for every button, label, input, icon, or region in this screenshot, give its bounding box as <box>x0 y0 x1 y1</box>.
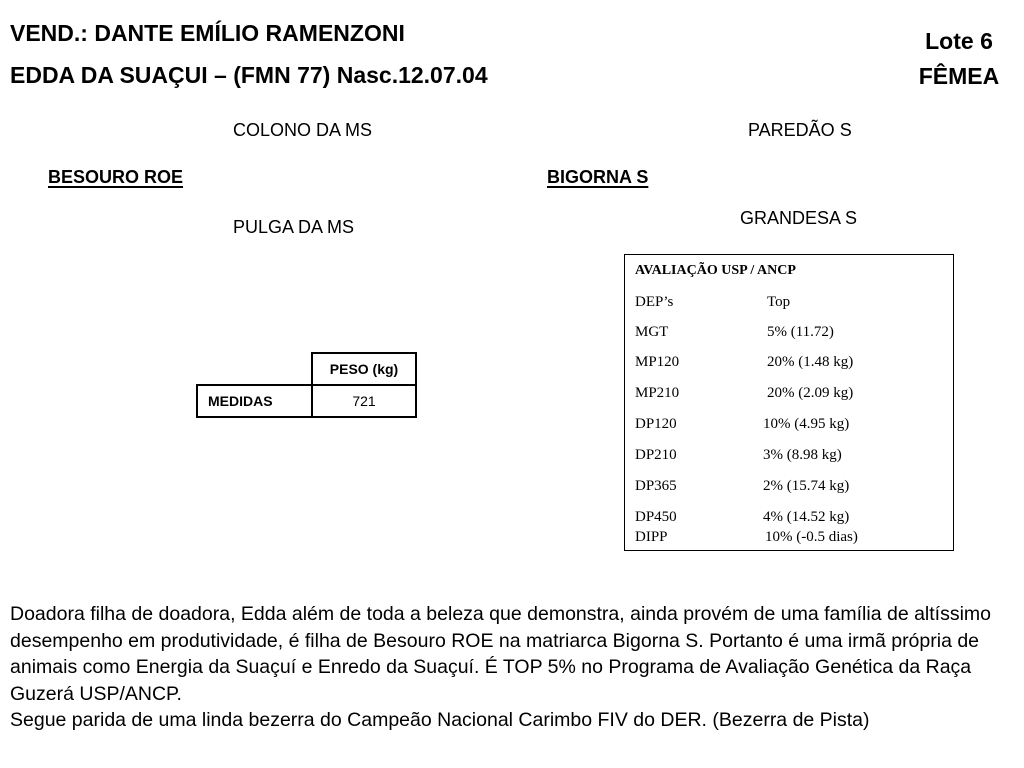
evaluation-title: AVALIAÇÃO USP / ANCP <box>635 263 796 278</box>
evaluation-label: DIPP <box>635 529 668 545</box>
evaluation-row <box>635 294 791 311</box>
evaluation-label: DEP’s <box>635 294 674 310</box>
evaluation-row <box>635 529 858 546</box>
animal-title: EDDA DA SUAÇUI – (FMN 77) Nasc.12.07.04 <box>10 62 488 88</box>
weight-value: 721 <box>312 385 416 417</box>
evaluation-row <box>635 416 850 433</box>
evaluation-value: 20% (2.09 kg) <box>767 385 854 401</box>
seller-line: VEND.: DANTE EMÍLIO RAMENZONI <box>10 20 405 46</box>
description-paragraph: Segue parida de uma linda bezerra do Campeão Nacional Carimbo FIV do DER. (Bezerra de Pista) <box>10 709 870 732</box>
description <box>10 601 1020 734</box>
evaluation-value: 20% (1.48 kg) <box>767 354 854 370</box>
evaluation-label: DP365 <box>635 478 677 494</box>
evaluation-value: 2% (15.74 kg) <box>763 478 850 494</box>
weight-row-label: MEDIDAS <box>197 385 312 417</box>
evaluation-row <box>635 385 854 402</box>
dam-name: BIGORNA S <box>547 167 649 187</box>
evaluation-label: MP120 <box>635 354 680 370</box>
evaluation-row <box>635 324 834 341</box>
evaluation-label: DP210 <box>635 447 677 463</box>
weight-column-header: PESO (kg) <box>312 353 416 385</box>
evaluation-box <box>624 254 954 551</box>
evaluation-value: 10% (-0.5 dias) <box>765 529 858 545</box>
animal-sex: FÊMEA <box>918 63 1000 89</box>
evaluation-label: DP450 <box>635 509 677 525</box>
weight-table <box>196 352 417 418</box>
evaluation-value: Top <box>767 294 791 310</box>
evaluation-value: 10% (4.95 kg) <box>763 416 850 432</box>
description-paragraph: Doadora filha de doadora, Edda além de toda a beleza que demonstra, ainda provém de uma família de altíssimo desempenho em produtividade, é filha de Besouro ROE na matriarca Bigorna S. Portanto é uma irmã própria de animais como Energia da Suaçuí e Enredo da Suaçuí. É TOP 5% no Programa de Avaliação Genética da Raça Guzerá USP/ANCP. <box>10 603 992 705</box>
sire-dam-name: PULGA DA MS <box>233 217 355 237</box>
sire-name: BESOURO ROE <box>48 167 184 187</box>
evaluation-label: MGT <box>635 324 669 340</box>
sire-sire-name: COLONO DA MS <box>233 120 373 140</box>
evaluation-value: 3% (8.98 kg) <box>763 447 842 463</box>
dam-dam-name: GRANDESA S <box>740 208 858 228</box>
evaluation-value: 4% (14.52 kg) <box>763 509 850 525</box>
weight-table-corner <box>197 353 312 385</box>
evaluation-value: 5% (11.72) <box>767 324 834 340</box>
lot-number: Lote 6 <box>925 28 993 54</box>
dam-sire-name: PAREDÃO S <box>748 120 852 140</box>
evaluation-row <box>635 478 850 495</box>
evaluation-row <box>635 354 854 371</box>
evaluation-label: MP210 <box>635 385 680 401</box>
evaluation-label: DP120 <box>635 416 677 432</box>
evaluation-row <box>635 509 850 526</box>
evaluation-row <box>635 447 842 464</box>
